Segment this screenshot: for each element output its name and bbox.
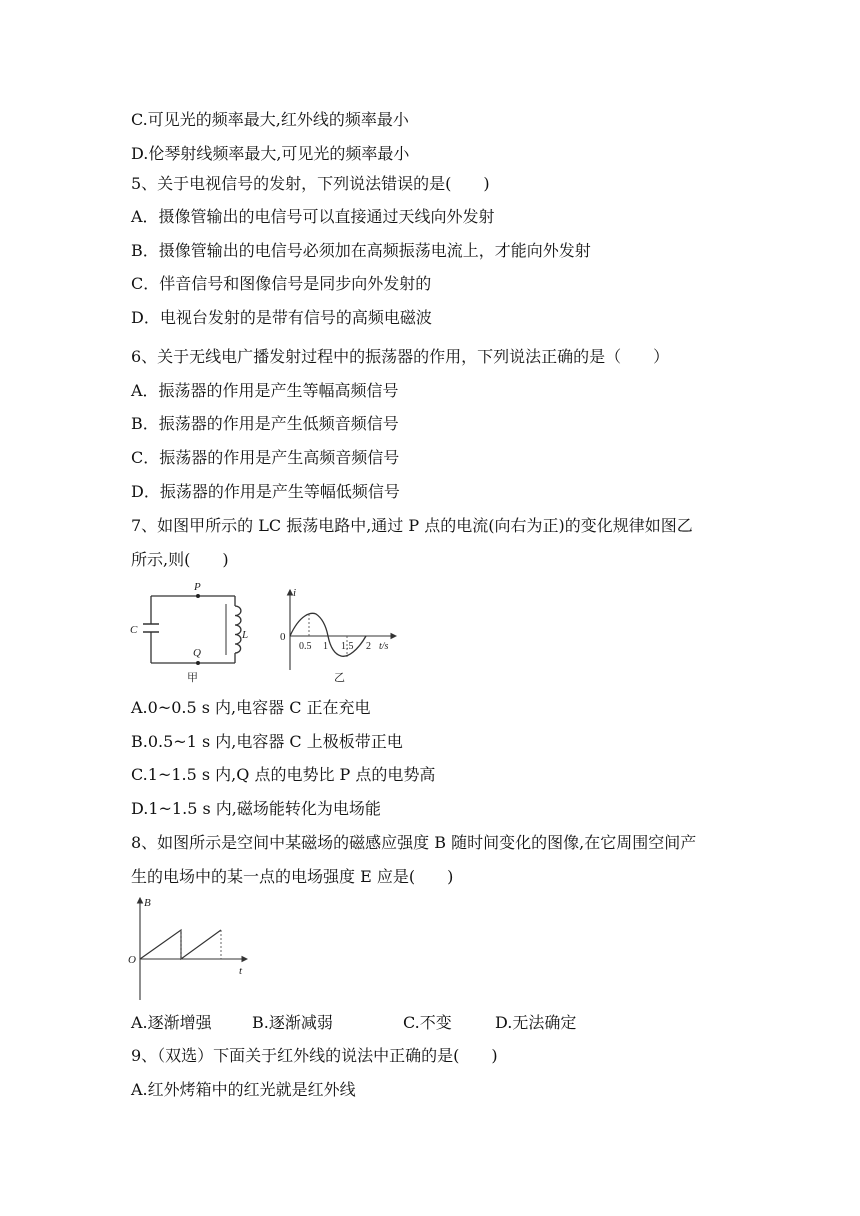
- q8-stem-line1: 8、如图所示是空间中某磁场的磁感应强度 B 随时间变化的图像,在它周围空间产: [131, 833, 697, 852]
- tick-label-1-5: 1.5: [341, 641, 354, 652]
- q8-stem-line2: 生的电场中的某一点的电场强度 E 应是( ): [131, 867, 454, 886]
- axis-label-b: B: [144, 897, 151, 909]
- q6-stem: 6、关于无线电广播发射过程中的振荡器的作用，下列说法正确的是（ ）: [131, 347, 670, 366]
- inductor-coil: [235, 606, 241, 653]
- q5-option-a: A．摄像管输出的电信号可以直接通过天线向外发射: [131, 207, 495, 226]
- b-sawtooth-line: [140, 930, 221, 959]
- q5-option-c: C．伴音信号和图像信号是同步向外发射的: [131, 274, 432, 293]
- q7-option-a: A.0~0.5 s 内,电容器 C 正在充电: [131, 698, 371, 717]
- label-c: C: [130, 624, 138, 636]
- q8-option-d: D.无法确定: [495, 1013, 577, 1032]
- q4-option-d: D.伦琴射线频率最大,可见光的频率最小: [131, 144, 410, 163]
- q8-options: [131, 1012, 576, 1034]
- label-p: P: [194, 581, 201, 593]
- lc-circuit-figure: [125, 578, 255, 688]
- q6-option-d: D．振荡器的作用是产生等幅低频信号: [131, 482, 400, 501]
- q9-stem: 9、（双选）下面关于红外线的说法中正确的是( ): [131, 1046, 498, 1065]
- q5-option-d: D．电视台发射的是带有信号的高频电磁波: [131, 308, 432, 327]
- q6-option-a: A．振荡器的作用是产生等幅高频信号: [131, 381, 399, 400]
- label-l: L: [242, 629, 249, 641]
- tick-label-2: 2: [366, 641, 371, 652]
- q7-stem-line1: 7、如图甲所示的 LC 振荡电路中,通过 P 点的电流(向右为正)的变化规律如图乙: [131, 516, 693, 535]
- q7-option-d: D.1~1.5 s 内,磁场能转化为电场能: [131, 799, 381, 818]
- q6-option-b: B．振荡器的作用是产生低频音频信号: [131, 414, 399, 433]
- axis-label-i: i: [293, 587, 297, 599]
- axis-label-t: t/s: [379, 641, 389, 652]
- q7-option-c: C.1~1.5 s 内,Q 点的电势比 P 点的电势高: [131, 765, 436, 784]
- b-t-graph-figure: [127, 892, 252, 1004]
- q5-option-b: B．摄像管输出的电信号必须加在高频振荡电流上，才能向外发射: [131, 241, 591, 260]
- q7-option-b: B.0.5~1 s 内,电容器 C 上极板带正电: [131, 732, 403, 751]
- caption-yi: 乙: [334, 672, 345, 684]
- q5-stem: 5、关于电视信号的发射，下列说法错误的是( ): [131, 174, 490, 193]
- origin-label-o: O: [128, 954, 136, 966]
- q8-option-b: B.逐渐减弱: [252, 1013, 333, 1032]
- current-wave-figure: [278, 578, 403, 688]
- q8-option-a: A.逐渐增强: [131, 1013, 212, 1032]
- point-p: [196, 594, 200, 598]
- q7-stem-line2: 所示,则( ): [131, 550, 229, 569]
- q9-option-a: A.红外烤箱中的红光就是红外线: [131, 1080, 356, 1099]
- tick-label-0-5: 0.5: [299, 641, 312, 652]
- q8-option-c: C.不变: [403, 1013, 452, 1032]
- axis-label-t: t: [239, 965, 243, 977]
- label-q: Q: [193, 647, 201, 659]
- point-q: [196, 661, 200, 665]
- q6-option-c: C．振荡器的作用是产生高频音频信号: [131, 448, 400, 467]
- q4-option-c: C.可见光的频率最大,红外线的频率最小: [131, 110, 409, 129]
- origin-label: 0: [280, 631, 286, 643]
- caption-jia: 甲: [187, 672, 198, 684]
- tick-label-1: 1: [323, 641, 328, 652]
